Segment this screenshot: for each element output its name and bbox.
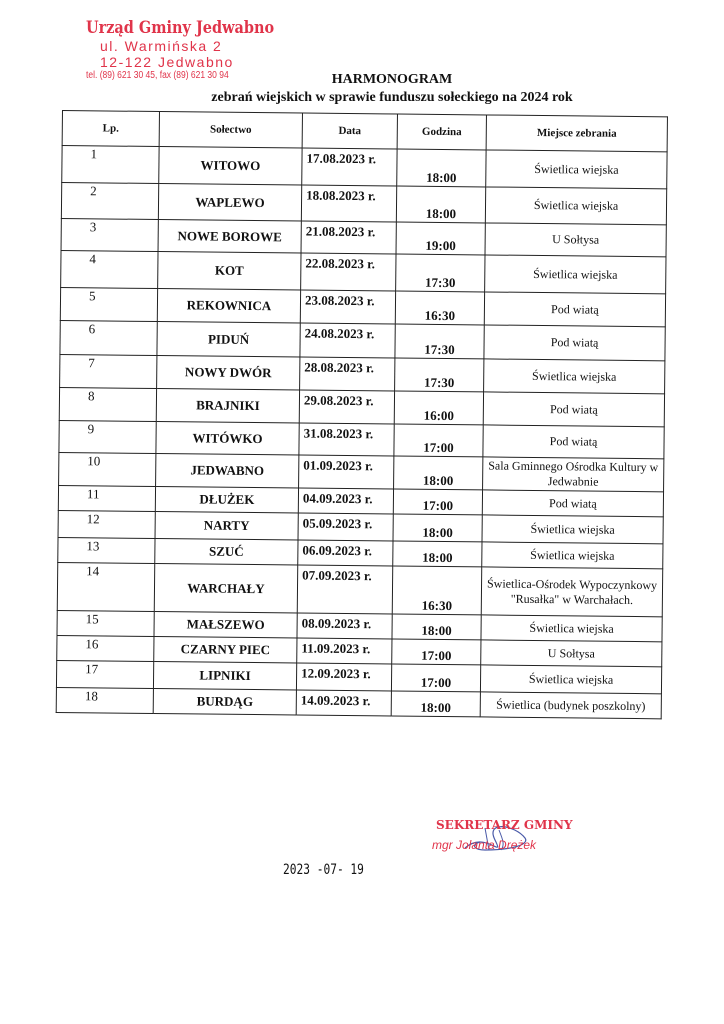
cell-lp: 9 <box>59 420 156 453</box>
header-lp: Lp. <box>62 111 159 147</box>
cell-place: Świetlica wiejska <box>484 359 665 394</box>
cell-date: 28.08.2023 r. <box>300 357 395 391</box>
cell-lp: 7 <box>60 354 157 388</box>
cell-time: 18:00 <box>397 149 486 187</box>
cell-name: PIDUŃ <box>157 322 300 357</box>
cell-name: WITÓWKO <box>156 422 299 455</box>
cell-lp: 15 <box>57 610 154 636</box>
date-stamp: 2023 -07- 19 <box>283 862 364 878</box>
cell-place: U Sołtysa <box>481 640 662 667</box>
signature-role: SEKRETARZ GMINY <box>436 818 573 832</box>
cell-name: NOWY DWÓR <box>157 356 300 390</box>
table-row <box>62 146 667 189</box>
cell-time: 19:00 <box>396 222 485 255</box>
cell-place: U Sołtysa <box>485 223 666 257</box>
cell-lp: 12 <box>58 510 155 538</box>
table-row <box>61 250 666 293</box>
cell-name: JEDWABNO <box>156 454 299 488</box>
cell-lp: 11 <box>58 485 155 511</box>
cell-name: LIPNIKI <box>153 661 296 689</box>
cell-time: 17:30 <box>395 324 484 359</box>
header-name: Sołectwo <box>159 112 302 148</box>
header-place: Miejsce zebrania <box>486 115 667 152</box>
cell-lp: 8 <box>59 387 156 421</box>
cell-time: 17:30 <box>396 254 485 292</box>
cell-date: 11.09.2023 r. <box>297 638 392 664</box>
cell-place: Świetlica wiejska <box>480 665 661 694</box>
cell-date: 05.09.2023 r. <box>298 513 393 541</box>
cell-lp: 5 <box>60 287 157 321</box>
cell-date: 29.08.2023 r. <box>299 390 394 424</box>
cell-lp: 18 <box>56 687 153 713</box>
cell-date: 04.09.2023 r. <box>298 488 393 514</box>
signature-stamp <box>432 818 573 852</box>
header-time: Godzina <box>397 114 486 150</box>
cell-place: Świetlica wiejska <box>485 187 666 225</box>
cell-time: 18:00 <box>396 186 485 223</box>
cell-time: 18:00 <box>393 514 482 542</box>
table-row <box>56 687 661 718</box>
table-row <box>57 562 662 616</box>
cell-lp: 4 <box>61 250 158 288</box>
cell-name: BRAJNIKI <box>156 389 299 423</box>
cell-time: 18:00 <box>394 456 483 490</box>
cell-time: 18:00 <box>393 541 482 567</box>
cell-name: NARTY <box>155 511 298 539</box>
cell-name: WITOWO <box>159 147 302 185</box>
cell-date: 18.08.2023 r. <box>301 185 396 222</box>
cell-date: 12.09.2023 r. <box>296 663 391 691</box>
cell-time: 17:00 <box>392 639 481 665</box>
cell-time: 17:30 <box>395 358 484 392</box>
cell-time: 16:00 <box>394 391 483 425</box>
cell-date: 06.09.2023 r. <box>298 540 393 566</box>
cell-place: Świetlica-Ośrodek Wypoczynkowy "Rusałka" w Warchałach. <box>481 567 662 617</box>
cell-lp: 17 <box>56 660 153 688</box>
schedule-table <box>56 110 668 719</box>
document-subtitle: zebrań wiejskich w sprawie funduszu sołeckiego na 2024 rok <box>211 90 573 105</box>
cell-place: Świetlica wiejska <box>482 542 663 569</box>
office-name: Urząd Gminy Jedwabno <box>86 18 275 38</box>
cell-place: Pod wiatą <box>482 490 663 517</box>
cell-name: SZUĆ <box>155 538 298 564</box>
cell-name: WAPLEWO <box>158 184 301 221</box>
cell-name: MAŁSZEWO <box>154 611 297 637</box>
office-city: 12-122 Jedwabno <box>100 54 234 70</box>
cell-date: 17.08.2023 r. <box>302 148 397 186</box>
cell-name: CZARNY PIEC <box>154 636 297 662</box>
cell-time: 16:30 <box>392 566 481 615</box>
cell-name: REKOWNICA <box>157 289 300 323</box>
cell-name: DŁUŻEK <box>155 487 298 513</box>
cell-date: 08.09.2023 r. <box>297 613 392 639</box>
document-title: HARMONOGRAM <box>331 72 453 87</box>
cell-date: 23.08.2023 r. <box>300 290 395 324</box>
cell-name: BURDĄG <box>153 688 296 714</box>
cell-time: 18:00 <box>392 614 481 640</box>
cell-place: Sala Gminnego Ośrodka Kultury w Jedwabnie <box>483 457 664 492</box>
cell-date: 22.08.2023 r. <box>301 253 396 291</box>
cell-date: 14.09.2023 r. <box>296 690 391 716</box>
cell-place: Pod wiatą <box>484 292 665 327</box>
cell-name: WARCHAŁY <box>154 563 297 612</box>
cell-lp: 3 <box>61 218 158 251</box>
cell-lp: 1 <box>62 146 159 184</box>
office-phone: tel. (89) 621 30 45, fax (89) 621 30 94 <box>86 70 229 81</box>
cell-place: Świetlica wiejska <box>481 615 662 642</box>
cell-lp: 2 <box>61 183 158 220</box>
cell-place: Pod wiatą <box>484 325 665 361</box>
cell-place: Świetlica wiejska <box>486 150 667 189</box>
cell-place: Świetlica (budynek poszkolny) <box>480 692 661 719</box>
cell-place: Świetlica wiejska <box>485 255 666 294</box>
cell-lp: 16 <box>57 635 154 661</box>
cell-time: 18:00 <box>391 691 480 717</box>
cell-place: Pod wiatą <box>483 425 664 459</box>
cell-lp: 14 <box>57 562 154 611</box>
cell-date: 07.09.2023 r. <box>297 565 392 614</box>
cell-time: 17:00 <box>393 489 482 515</box>
cell-place: Pod wiatą <box>483 392 664 427</box>
cell-place: Świetlica wiejska <box>482 515 663 544</box>
cell-time: 17:00 <box>391 664 480 692</box>
cell-date: 31.08.2023 r. <box>299 423 394 456</box>
cell-lp: 13 <box>58 537 155 563</box>
cell-name: NOWE BOROWE <box>158 220 301 253</box>
office-street: ul. Warmińska 2 <box>100 38 223 54</box>
cell-lp: 10 <box>59 452 156 486</box>
header-date: Data <box>302 113 397 149</box>
signature-person: mgr Jolanta Drężek <box>432 838 537 852</box>
cell-date: 24.08.2023 r. <box>300 323 395 358</box>
cell-time: 16:30 <box>395 291 484 325</box>
cell-lp: 6 <box>60 320 157 355</box>
cell-time: 17:00 <box>394 424 483 457</box>
cell-date: 01.09.2023 r. <box>299 455 394 489</box>
cell-name: KOT <box>158 252 301 290</box>
cell-date: 21.08.2023 r. <box>301 221 396 254</box>
